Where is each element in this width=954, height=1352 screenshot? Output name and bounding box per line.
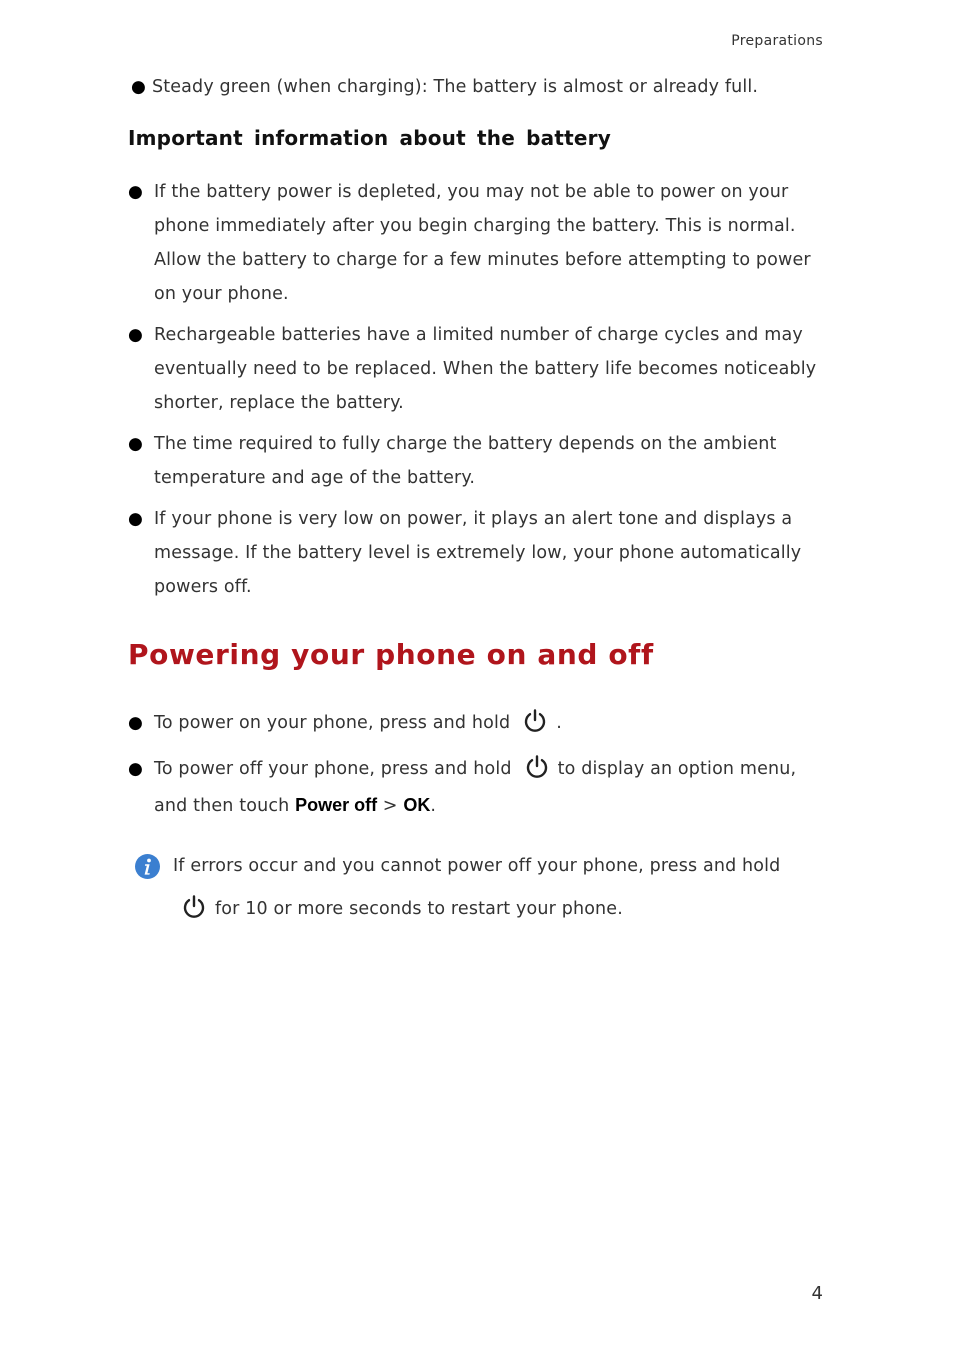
list-item-text: The time required to fully charge the battery depends on the ambient temperature and age of the battery. — [154, 434, 777, 488]
bullet-icon: ● — [128, 713, 143, 733]
note-text — [173, 845, 833, 931]
ok-menu-item: OK — [403, 795, 431, 815]
info-icon — [134, 853, 161, 880]
list-item-power-off — [128, 751, 848, 824]
note-line-2-text: for 10 or more seconds to restart your phone. — [215, 899, 623, 919]
menu-separator: > — [382, 796, 398, 816]
section-heading: Important information about the battery — [128, 126, 611, 150]
list-item-text: Steady green (when charging): The battery is almost or already full. — [152, 77, 759, 97]
list-item — [131, 70, 831, 104]
list-item-text — [154, 705, 828, 741]
chapter-title: Powering your phone on and off — [128, 638, 654, 671]
power-icon — [181, 894, 207, 920]
list-item — [128, 318, 828, 420]
list-item-text — [154, 751, 848, 824]
list-item — [128, 175, 828, 311]
bullet-icon: ● — [128, 182, 143, 202]
bullet-icon: ● — [128, 325, 143, 345]
note-line-1: If errors occur and you cannot power off your phone, press and hold — [173, 856, 781, 876]
list-item-text: If your phone is very low on power, it plays an alert tone and displays a message. If the battery level is extremely low, your phone automatically powers off. — [154, 509, 802, 597]
bullet-icon: ● — [128, 509, 143, 529]
power-icon — [522, 708, 548, 734]
page-number: 4 — [811, 1283, 823, 1304]
bullet-icon: ● — [128, 434, 143, 454]
running-header: Preparations — [731, 33, 823, 49]
bullet-icon: ● — [128, 759, 143, 779]
power-icon — [524, 754, 550, 780]
bullet-icon: ● — [131, 77, 146, 97]
list-item — [128, 427, 828, 495]
power-off-line2: and then touch — [154, 796, 290, 816]
power-off-end: . — [430, 796, 437, 816]
power-off-instruction: To power off your phone, press and hold — [154, 759, 512, 779]
list-item-power-on — [128, 705, 828, 741]
list-item-text: Rechargeable batteries have a limited number of charge cycles and may eventually need to be replaced. When the battery life becomes noticeably shorter, replace the battery. — [154, 325, 817, 413]
list-item — [128, 502, 828, 604]
power-off-menu-item: Power off — [295, 795, 378, 815]
note-line-2 — [181, 888, 833, 931]
power-off-continuation: to display an option menu, — [557, 759, 797, 779]
power-on-end: . — [556, 713, 562, 733]
list-item-text: If the battery power is depleted, you may not be able to power on your phone immediately after you begin charging the battery. This is normal. Allow the battery to charge for a few minutes before attempting to power on your phone. — [154, 182, 811, 304]
power-on-instruction: To power on your phone, press and hold — [154, 713, 511, 733]
